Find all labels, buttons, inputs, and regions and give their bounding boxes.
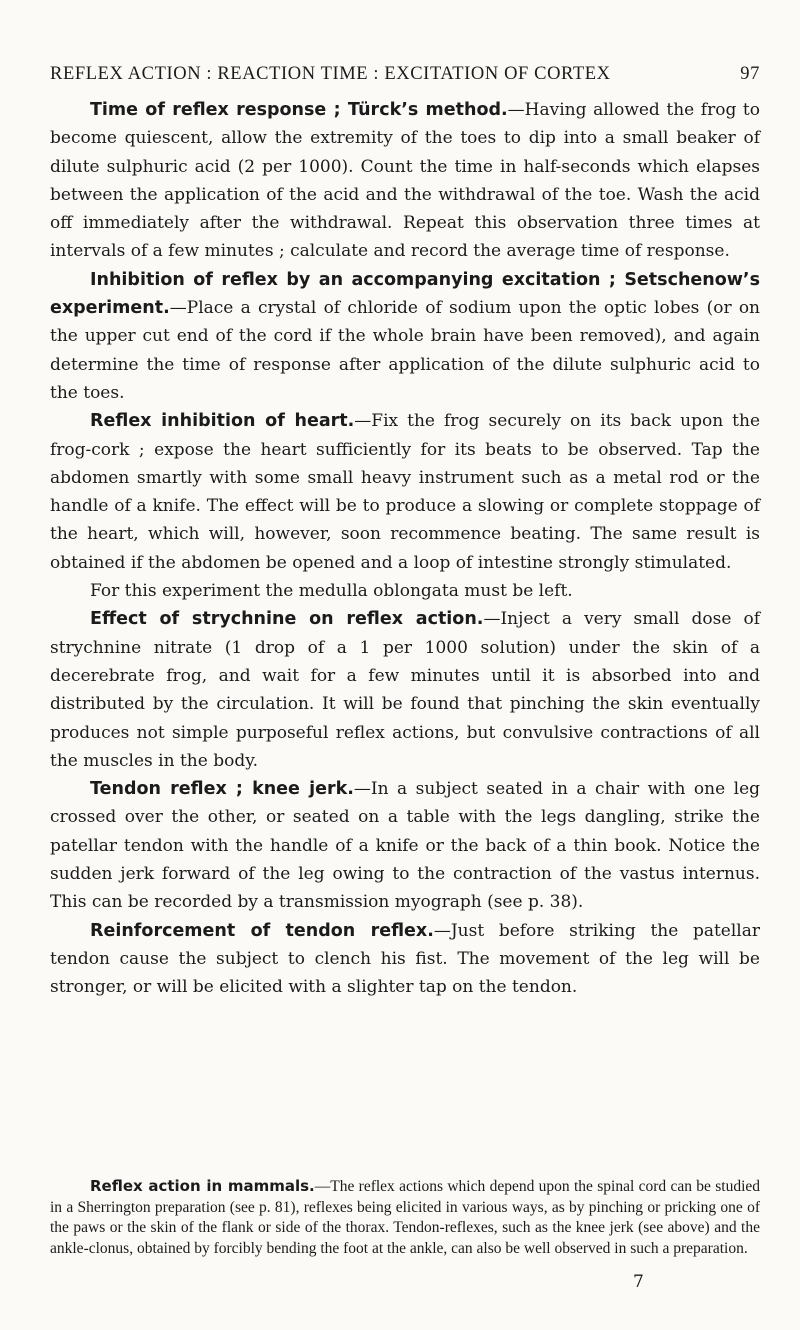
paragraph-reinforcement <box>50 917 760 1002</box>
signature-mark: 7 <box>633 1272 644 1292</box>
running-title: REFLEX ACTION : REACTION TIME : EXCITATION OF CORTEX <box>50 64 611 84</box>
section-body: —In a subject seated in a chair with one leg crossed over the other, or seated on a table with the legs dangling, strike the patellar tendon with the handle of a knife or the back of a thin book. Notice the sudden jerk forward of the leg owing to the contraction of the vastus internus. This can be recorded by a transmission myograph (see p. 38). <box>50 779 761 913</box>
note-heading: Reflex action in mammals. <box>90 1177 315 1195</box>
section-heading: Reinforcement of tendon reflex. <box>90 920 434 941</box>
paragraph-strychnine <box>50 605 760 775</box>
section-body: —Just before striking the patellar tendon cause the subject to clench his fist. The movement of the leg will be stronger, or will be elicited with a slighter tap on the tendon. <box>50 920 760 998</box>
paragraph-knee-jerk <box>50 775 760 916</box>
section-body: —Fix the frog securely on its back upon the frog-cork ; expose the heart sufficiently for its beats to be observed. Tap the abdomen smartly with some small heavy instrument such as a metal rod or the handle of a knife. The effect will be to produce a slowing or complete stoppage of the heart, which will, however, soon recommence beating. The same result is obtained if the abdomen be opened and a loop of intestine strongly stimulated. <box>50 411 760 573</box>
section-body: —Having allowed the frog to become quiescent, allow the extremity of the toes to dip into a small beaker of dilute sulphuric acid (2 per 1000). Count the time in half-seconds which elapses between the application of the acid and the withdrawal of the toe. Wash the acid off immediately after the withdrawal. Repeat this observation three times at intervals of a few minutes ; calculate and record the average time of response. <box>50 100 760 262</box>
page-number: 97 <box>740 64 760 84</box>
section-body: For this experiment the medulla oblongata must be left. <box>90 581 573 602</box>
section-heading: Tendon reflex ; knee jerk. <box>90 779 354 800</box>
section-heading: Reflex inhibition of heart. <box>90 411 355 432</box>
paragraph-medulla-note <box>50 577 760 605</box>
small-print-note <box>50 1176 760 1259</box>
section-body: —Inject a very small dose of strychnine nitrate (1 drop of a 1 per 1000 solution) under the skin of a decerebrate frog, and wait for a few minutes until it is absorbed into and distributed by the circulation. It will be found that pinching the skin eventually produces not simple purposeful reflex actions, but convulsive contractions of all the muscles in the body. <box>50 609 760 771</box>
running-header <box>50 64 760 85</box>
note-body: —The reflex actions which depend upon the spinal cord can be studied in a Sherrington preparation (see p. 81), reflexes being elicited in various ways, as by pinching or pricking one of the paws or the skin of the flank or side of the thorax. Tendon-reflexes, such as the knee jerk (see above) and the ankle-clonus, obtained by forcibly bending the foot at the ankle, can also be well observed in such a preparation. <box>50 1178 761 1257</box>
section-body: —Place a crystal of chloride of sodium upon the optic lobes (or on the upper cut end of the cord if the whole brain have been removed), and again determine the time of response after application of the dilute sulphuric acid to the toes. <box>50 298 760 403</box>
paragraph-heart-inhibition <box>50 407 760 577</box>
main-text <box>50 96 760 1002</box>
section-heading: Time of reflex response ; Türck’s method. <box>90 100 508 120</box>
paragraph-turck-method <box>50 96 760 266</box>
mammal-reflex-paragraph <box>50 1176 760 1259</box>
section-heading: Inhibition of reflex by an accompanying excitation ; Setschenow’s experiment. <box>50 269 760 319</box>
section-heading: Effect of strychnine on reflex action. <box>90 609 484 630</box>
paragraph-setschenow <box>50 266 760 407</box>
